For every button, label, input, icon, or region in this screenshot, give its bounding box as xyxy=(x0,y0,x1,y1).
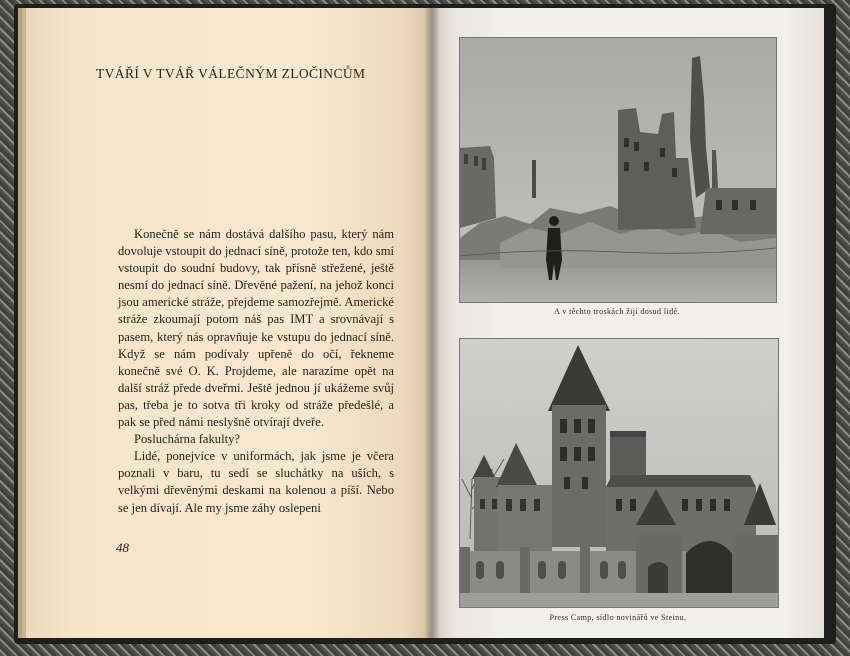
paragraph-3: Lidé, ponejvíce v uniformách, jak jsme je včera poznali v baru, tu sedí se sluchátky na uších, s velkými dřevěnými deskami na kolenou a píší. Nebo se jen dívají. Ale my jsme záhy oslepeni xyxy=(118,449,394,515)
running-head: TVÁŘÍ V TVÁŘ VÁLEČNÝM ZLOČINCŮM xyxy=(96,66,366,81)
book-gutter xyxy=(424,8,440,638)
page-number: 48 xyxy=(116,540,129,555)
top-photo-caption: A v těchto troskách žijí dosud lidé. xyxy=(554,307,680,316)
castle-illustration xyxy=(460,339,778,607)
body-text xyxy=(118,226,394,517)
paragraph-2: Posluchárna fakulty? xyxy=(134,432,240,447)
ruins-illustration xyxy=(460,38,776,302)
bottom-photo-caption: Press Camp, sídlo novinářů ve Steinu. xyxy=(549,613,687,622)
press-camp-photo xyxy=(459,338,779,608)
paragraph-1: Konečně se nám dostává dalšího pasu, který nám dovoluje vstoupit do jednací síně, protože ten, kdo smí vstoupit do soudní budovy, tak přísně střežené, ještě nesmí do jednací síně. Dřevěné pažení, na jehož konci jsou americké stráže, přejdeme samozřejmě. Americké stráže zkoumají potom náš pas IMT a srovnávají s pasem, který nás opravňuje ke vstupu do jednací síně. Když se nám podívaly upřeně do očí, řekneme konečně své O. K. Projdeme, ale narazíme opět na další stráž přede dveřmi. Ještě jednou jí ukážeme svůj pas, třeba je to sotva tři kroky od stráže předešlé, a pak se před námi neslyšně otvírají dveře. xyxy=(118,227,394,430)
ruins-photo xyxy=(459,37,777,303)
